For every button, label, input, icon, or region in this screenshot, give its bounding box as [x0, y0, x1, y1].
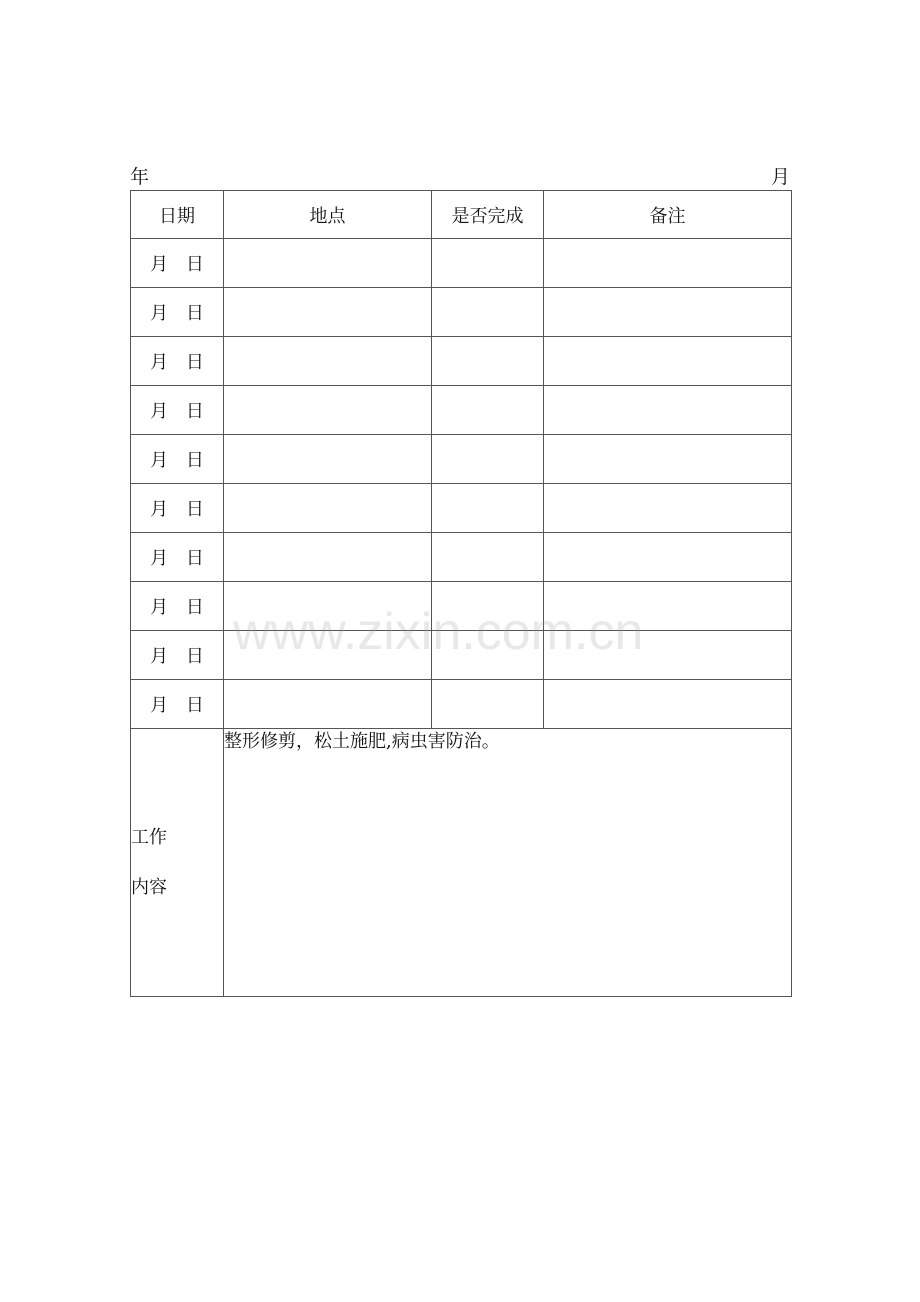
place-cell[interactable]	[224, 533, 432, 582]
table-row	[131, 484, 792, 533]
completed-cell[interactable]	[432, 680, 544, 729]
table-row	[131, 239, 792, 288]
work-content-label	[131, 729, 224, 997]
date-cell: 月 日	[131, 386, 224, 435]
date-cell: 月 日	[131, 533, 224, 582]
completed-cell[interactable]	[432, 533, 544, 582]
completed-cell[interactable]	[432, 288, 544, 337]
remarks-cell[interactable]	[544, 582, 792, 631]
date-cell: 月 日	[131, 631, 224, 680]
place-cell[interactable]	[224, 386, 432, 435]
remarks-cell[interactable]	[544, 239, 792, 288]
remarks-cell[interactable]	[544, 680, 792, 729]
table-row	[131, 435, 792, 484]
remarks-cell[interactable]	[544, 533, 792, 582]
place-cell[interactable]	[224, 337, 432, 386]
work-label-line2: 内容	[131, 876, 167, 898]
remarks-cell[interactable]	[544, 386, 792, 435]
place-cell[interactable]	[224, 582, 432, 631]
date-cell: 月 日	[131, 239, 224, 288]
column-header-completed: 是否完成	[432, 191, 544, 239]
completed-cell[interactable]	[432, 631, 544, 680]
table-header-row	[131, 191, 792, 239]
column-header-place: 地点	[224, 191, 432, 239]
date-cell: 月 日	[131, 582, 224, 631]
place-cell[interactable]	[224, 680, 432, 729]
completed-cell[interactable]	[432, 582, 544, 631]
remarks-cell[interactable]	[544, 337, 792, 386]
date-cell: 月 日	[131, 435, 224, 484]
place-cell[interactable]	[224, 288, 432, 337]
remarks-cell[interactable]	[544, 288, 792, 337]
work-label-line1: 工作	[131, 826, 167, 848]
completed-cell[interactable]	[432, 239, 544, 288]
month-label: 月	[770, 166, 790, 188]
completed-cell[interactable]	[432, 337, 544, 386]
completed-cell[interactable]	[432, 435, 544, 484]
place-cell[interactable]	[224, 435, 432, 484]
completed-cell[interactable]	[432, 386, 544, 435]
date-cell: 月 日	[131, 288, 224, 337]
date-cell: 月 日	[131, 484, 224, 533]
completed-cell[interactable]	[432, 484, 544, 533]
remarks-cell[interactable]	[544, 484, 792, 533]
remarks-cell[interactable]	[544, 435, 792, 484]
column-header-remarks: 备注	[544, 191, 792, 239]
work-content-text[interactable]: 整形修剪，松土施肥,病虫害防治。	[224, 729, 792, 997]
table-row	[131, 337, 792, 386]
place-cell[interactable]	[224, 484, 432, 533]
place-cell[interactable]	[224, 239, 432, 288]
table-row	[131, 533, 792, 582]
watermark: www.zixin.com.cn	[233, 603, 644, 661]
remarks-cell[interactable]	[544, 631, 792, 680]
date-cell: 月 日	[131, 680, 224, 729]
table-row	[131, 680, 792, 729]
table-row	[131, 582, 792, 631]
work-record-table	[130, 190, 792, 997]
table-row	[131, 631, 792, 680]
year-label: 年	[130, 166, 150, 188]
table-row	[131, 386, 792, 435]
column-header-date: 日期	[131, 191, 224, 239]
date-cell: 月 日	[131, 337, 224, 386]
work-content-row	[131, 729, 792, 997]
place-cell[interactable]	[224, 631, 432, 680]
table-row	[131, 288, 792, 337]
